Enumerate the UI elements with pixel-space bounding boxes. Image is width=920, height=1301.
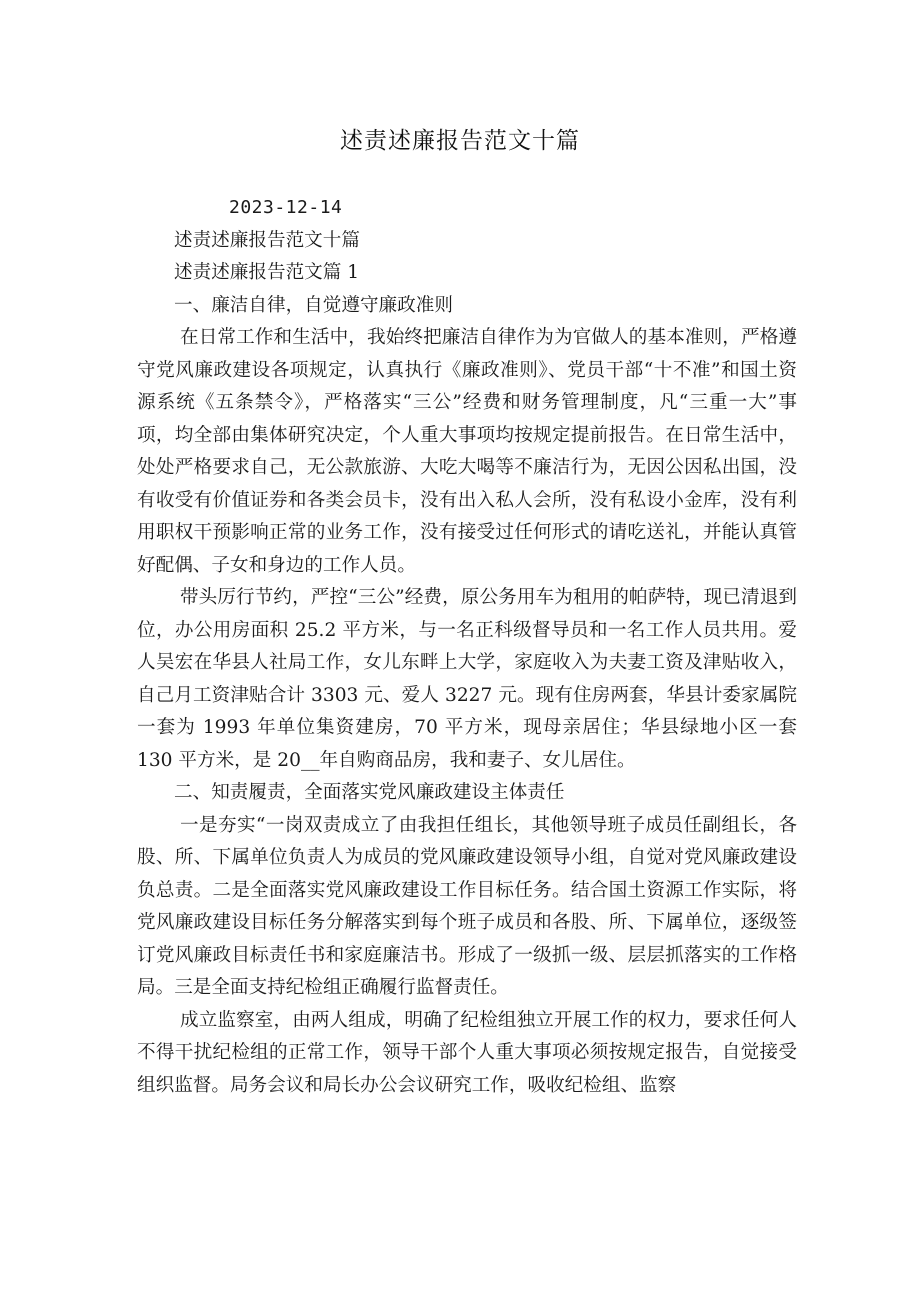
article-heading: 述责述廉报告范文篇 1 (174, 262, 360, 283)
paragraph-3: 一是夯实“一岗双责成立了由我担任组长，其他领导班子成员任副组长，各股、所、下属单位负责人为成员的党风廉政建设领导小组，自觉对党风廉政建设负总责。二是全面落实党风廉政建设工作目标任务。结合国土资源工作实际，将党风廉政建设目标任务分解落实到每个班子成员和各股、所、下属单位，逐级签订党风廉政目标责任书和家庭廉洁书。形成了一级抓一级、层层抓落实的工作格局。三是全面支持纪检组正确履行监督责任。 (137, 814, 797, 998)
paragraph-2: 带头厉行节约，严控“三公”经费，原公务用车为租用的帕萨特，现已清退到位，办公用房面积 25.2 平方米，与一名正科级督导员和一名工作人员共用。爱人吴宏在华县人社局工作，女儿东畔上大学，家庭收入为夫妻工资及津贴收入，自己月工资津贴合计 3303 元、爱人 3227 元。现有住房两套，华县计委家属院一套为 1993 年单位集资建房，70 平方米，现母亲居住；华县绿地小区一套 130 平方米，是 20__年自购商品房，我和妻子、女儿居住。 (137, 587, 797, 771)
paragraph-1: 在日常工作和生活中，我始终把廉洁自律作为为官做人的基本准则，严格遵守党风廉政建设各项规定，认真执行《廉政准则》、党员干部“十不准”和国土资源系统《五条禁令》，严格落实“三公”经费和财务管理制度，凡“三重一大”事项，均全部由集体研究决定，个人重大事项均按规定提前报告。在日常生活中，处处严格要求自己，无公款旅游、大吃大喝等不廉洁行为，无因公因私出国，没有收受有价值证券和各类会员卡，没有出入私人会所，没有私设小金库，没有利用职权干预影响正常的业务工作，没有接受过任何形式的请吃送礼，并能认真管好配偶、子女和身边的工作人员。 (137, 327, 797, 576)
document-subtitle: 述责述廉报告范文十篇 (174, 229, 360, 251)
paragraph-4: 成立监察室，由两人组成，明确了纪检组独立开展工作的权力，要求任何人不得干扰纪检组的正常工作，领导干部个人重大事项必须按规定报告，自觉接受组织监督。局务会议和局长办公会议研究工作，吸收纪检组、监察 (137, 1009, 797, 1096)
document-date: 2023-12-14 (229, 197, 343, 218)
document-body (137, 192, 797, 1102)
section-heading-1: 一、廉洁自律，自觉遵守廉政准则 (174, 294, 453, 316)
document-title: 述责述廉报告范文十篇 (340, 128, 580, 154)
section-heading-2: 二、知责履责，全面落实党风廉政建设主体责任 (174, 782, 565, 803)
